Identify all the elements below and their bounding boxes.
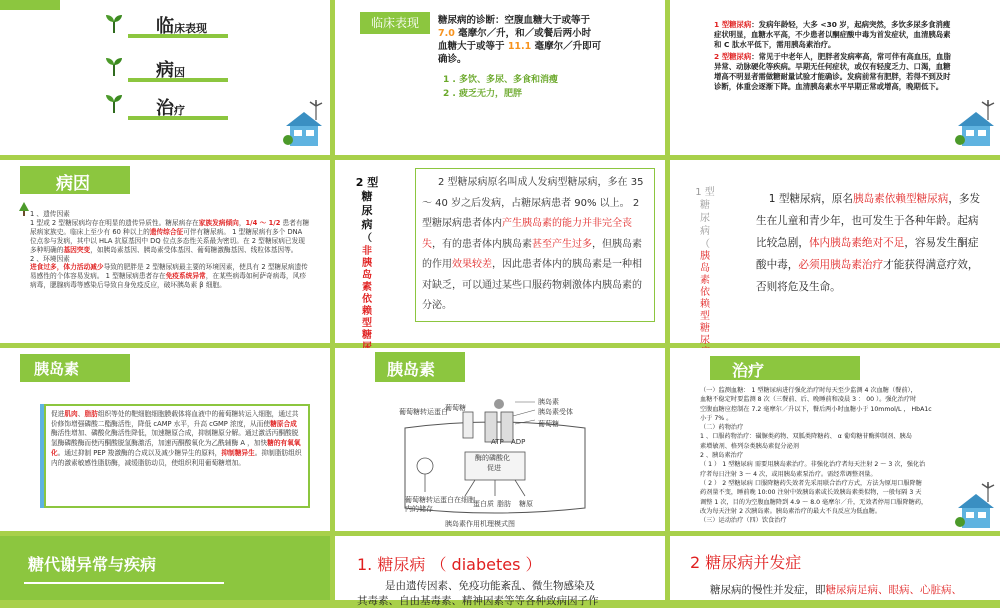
insulin-text-a: 促进 xyxy=(51,410,65,418)
type2-paragraph xyxy=(415,168,655,322)
type2-side-2: 糖 xyxy=(361,190,373,203)
insulin-highlight-oxidation: 糖的有氧氧化 xyxy=(51,439,301,457)
treatment-line: 调整 1 次，目的为空腹血糖降到 4.9 ～ 8.0 毫摩尔／升，无效者停用口服降糖药， xyxy=(700,498,928,506)
type1-paragraph xyxy=(756,188,984,298)
diagnosis-line-2-rest: 毫摩尔／升，和／或餐后两小时 xyxy=(454,28,592,39)
lbl-adp: ADP xyxy=(511,438,526,446)
env-highlight-overeating: 进食过多，体力活动减少 xyxy=(30,263,104,272)
treatment-line: 素增敏剂、格列奈类胰岛素促分泌剂 xyxy=(700,442,799,450)
slide-type2[interactable] xyxy=(335,160,665,343)
types-text xyxy=(714,20,956,92)
type1-text-a: 1 型糖尿病，原名 xyxy=(768,193,853,205)
complications-title: 2 糖尿病并发症 xyxy=(690,553,802,572)
insulin-text-k: 。抑制脂肪组织内的激素敏感性脂肪酶，减缓脂肪动员，使组织利用葡萄糖增加。 xyxy=(51,448,302,467)
toc-item-treatment-big: 治 xyxy=(156,98,174,119)
genetic-text-a: 1 型或 2 型糖尿病均存在明显的遗传异质性。糖尿病存在 xyxy=(30,218,199,227)
genetic-text-g: 可伴有糖尿病。 1 型糖尿病有多个 DNA 位点参与发病，其中以 HLA 抗原基因中 DQ 位点多态性关系最为密切。在 2 型糖尿病已发现多种明确的 xyxy=(30,227,305,254)
env-highlight-immune: 免疫系统异常 xyxy=(165,272,206,281)
lbl-glucose-left: 葡萄糖 xyxy=(445,404,466,412)
slide-treatment[interactable] xyxy=(670,348,1000,531)
slide-types[interactable] xyxy=(670,0,1000,155)
treatment-line: 1 、口服药物治疗：磺脲类药物、双胍类降糖药、 α 葡萄糖苷酶抑制剂、胰岛 xyxy=(700,433,912,441)
treatment-text xyxy=(700,386,990,525)
genetic-paragraph xyxy=(30,219,310,255)
treatment-title: 治疗 xyxy=(732,361,765,380)
type2-side-red: 非胰岛素依赖型糖 xyxy=(362,246,372,341)
type2-text-e: ，但胰岛素的作用 xyxy=(422,238,642,270)
diabetes-line-2: 其毒素、自由基毒素、精神因素等等各种致病因子作 xyxy=(357,595,599,607)
genetic-highlight-ratio: 1/4 ～ 1/2 xyxy=(245,218,281,227)
type1-highlight-dependent: 胰岛素依赖型糖尿病 xyxy=(852,193,949,205)
type1-side-5: （ xyxy=(700,239,710,250)
type1-text-g: 才能获得满意疗效，否则将危及生命。 xyxy=(756,259,979,293)
type1-highlight-deficiency: 体内胰岛素绝对不足 xyxy=(808,237,905,249)
symptom-2: 2 . 疲乏无力，肥胖 xyxy=(443,89,522,99)
type1-side-4: 病 xyxy=(700,226,710,237)
type2-text-a: 2 型糖尿病原名叫成人发病型糖尿病，多在 35 ～ 40 岁之后发病，占糖尿病患者 90% 以上。 2 型糖尿病患者体内 xyxy=(422,177,644,229)
type2-highlight-ability: 产生胰岛素的能力并非完全丧失 xyxy=(422,218,632,250)
genetic-highlight-syndrome: 遗传综合征 xyxy=(149,227,184,236)
treatment-line: （一）监测血糖： 1 型糖尿病进行强化治疗时每天至少监测 4 次血糖（餐前）， xyxy=(700,387,917,394)
genetic-text-i: ，如胰岛素基因、胰岛素受体基因、葡萄糖激酶基因、线粒体基因等。 xyxy=(90,245,298,254)
type1-side-3: 尿 xyxy=(700,213,710,224)
diagnosis-line-3-c: 毫摩尔／升即可 xyxy=(531,41,602,52)
diagnosis-line-3-a: 血糖大于或等于 xyxy=(438,41,508,52)
treatment-line: 空腹血糖应控制在 7.2 毫摩尔／升以下，餐后两小时血糖小于 10mmol/L ， HbA1c xyxy=(700,405,932,413)
treatment-line: （二）药物治疗 xyxy=(700,424,744,432)
type1-highlight-treatment: 必须用胰岛素治疗 xyxy=(798,259,884,271)
lbl-glucose-top: 葡萄糖 xyxy=(538,420,559,428)
diagnosis-line-3 xyxy=(438,40,653,53)
plant-icon xyxy=(103,92,125,114)
toc-item-clinical-big: 临 xyxy=(156,16,174,37)
type2-paragraph xyxy=(714,52,956,92)
etiology-title: 病因 xyxy=(56,174,90,194)
toc-item-treatment[interactable] xyxy=(156,94,185,120)
type2-text-g: ，因此患者体内的胰岛素是一种相对缺乏，可以通过某些口服药物刺激体内胰岛素的分泌。 xyxy=(422,259,642,311)
complications-line xyxy=(710,582,962,597)
treatment-line: 血糖不稳定时要监测 8 次（三餐前、后、晚睡前和凌晨 3 ： 00 ）。强化治疗时 xyxy=(700,396,917,404)
environment-heading: 2 、环境因素 xyxy=(30,254,70,263)
type1-side-red: 胰岛素依赖型糖尿 xyxy=(700,251,710,346)
type1-text-c: ，多发生在儿童和青少年，也可发生于各种年龄。起病比较急剧， xyxy=(756,193,981,249)
diabetes-title-a: 1. 糖尿病 （ xyxy=(357,555,447,574)
complications-highlight: 糖尿病足病、眼病、心脏病、 xyxy=(825,584,962,596)
insulin-highlight-muscle: 肌肉 xyxy=(64,410,78,418)
toc-item-clinical-small: 床表现 xyxy=(174,22,207,35)
type1-side-title xyxy=(690,186,720,372)
env-text-d: ，在某些病毒如柯萨奇病毒，风疹病毒，腮腺病毒等感染后导致自身免疫反应，破坏胰岛素 β 细胞。 xyxy=(30,272,307,290)
slide-toc[interactable] xyxy=(0,0,330,155)
eco-house-icon xyxy=(954,482,998,530)
type2-desc: ：常见于中老年人，肥胖者发病率高，常可伴有高血压，血脂异常、动脉硬化等疾病。早期无任何症状，或仅有轻度乏力、口渴，血糖增高不明显者需做糖耐量试验才能确诊。发病前常有肥胖，若得不到及时诊断，体重会逐渐下降。血清胰岛素水平早期正常或增高，晚期低下。 xyxy=(714,52,951,91)
treatment-line: 2 、胰岛素治疗 xyxy=(700,452,744,460)
treatment-line: 药剂量不变，睡前晚 10:00 注射中效胰岛素或长效胰岛素类似物，一般每隔 3 天 xyxy=(700,489,922,497)
metabolism-title: 糖代谢异常与疾病 xyxy=(28,555,157,574)
genetic-highlight-mutation: 基因突变 xyxy=(63,245,91,254)
insulin-highlight-fat: 脂肪 xyxy=(84,410,98,418)
toc-item-cause[interactable] xyxy=(156,56,185,82)
symptom-1: 1 . 多饮、多尿、多食和消瘦 xyxy=(443,75,558,85)
treatment-lines xyxy=(700,386,990,525)
diabetes-title xyxy=(357,552,542,575)
lbl-protein: 蛋白质 xyxy=(473,500,494,508)
treatment-line: 疗者每日注射 3 ～ 4 次，或用胰岛素泵治疗。需经常调整剂量。 xyxy=(700,470,877,478)
type2-side-5: （ xyxy=(362,233,372,244)
insulin-title: 胰岛素 xyxy=(34,360,80,378)
clinical-band: 临床表现 xyxy=(360,12,430,34)
complications-text-a: 糖尿病的慢性并发症，即 xyxy=(710,584,826,596)
diagnosis-line-4: 确诊。 xyxy=(438,54,467,65)
diagnosis-line-1: 糖尿病的诊断：空腹血糖大于或等于 xyxy=(438,15,591,26)
genetic-text-e: 患者有糖尿病家族史。临床上至少有 60 种以上的 xyxy=(30,218,310,236)
title-band xyxy=(0,0,60,10)
slide-etiology[interactable] xyxy=(0,160,330,343)
lbl-fat: 脂肪 xyxy=(497,500,511,508)
type2-side-3: 尿 xyxy=(361,204,373,217)
insulin-box xyxy=(44,404,310,508)
diabetes-title-b: diabetes xyxy=(451,555,521,574)
lbl-phosphorylation: 酶的磷酸化 xyxy=(475,454,510,462)
genetic-highlight-family: 家族发病倾向 xyxy=(198,218,239,227)
type1-label: 1 型糖尿病 xyxy=(714,20,752,29)
toc-item-cause-small: 因 xyxy=(174,66,185,79)
etiology-text xyxy=(30,210,310,290)
slide-insulin-mechanism[interactable] xyxy=(335,348,665,531)
insulin-text-e: 组织等处的靶细胞细胞膜载体将血液中的葡萄糖转运入细胞，通过共价修饰增强磷酸二酯酶活性，降低 cAMP 水平，升高 cGMP 浓度，从而使 xyxy=(51,410,299,428)
lbl-receptor: 胰岛素受体 xyxy=(538,408,573,416)
lbl-storage: 葡萄糖转运蛋白在细胞内的储存 xyxy=(405,496,475,513)
genetic-text-c: ， xyxy=(238,218,246,227)
env-text-b: 导致的肥胖是 2 型糖尿病最主要的环境因素，使具有 2 型糖尿病遗传易感性的个体容易发病。 1 型糖尿病患者存在 xyxy=(30,263,308,281)
type2-highlight-excess: 甚至产生过多 xyxy=(532,238,592,250)
toc-item-cause-big: 病 xyxy=(156,60,174,81)
insulin-text-c: 、 xyxy=(77,410,85,418)
insulin-highlight-glycogen: 糖原合成 xyxy=(270,419,297,428)
treatment-line: （ 1 ） 1 型糖尿病 需要用胰岛素治疗。非强化治疗者每天注射 2 ～ 3 次，强化治 xyxy=(700,461,926,469)
lbl-atp: ATP xyxy=(491,438,504,446)
type1-side-1: 1 型 xyxy=(695,187,715,198)
insulin-text-g: 酶活性增加、磷酸化酶活性降低，加速糖原合成，抑制糖原分解。通过激活丙酮酸脱氢酶磷酸酶而使丙酮酸脱氢酶激活，加速丙酮酸氧化为乙酰辅酶 A ，加快 xyxy=(51,429,299,448)
plant-icon xyxy=(103,55,125,77)
genetic-heading: 1 、遗传因素 xyxy=(30,210,70,218)
type1-side-2: 糖 xyxy=(700,200,710,211)
toc-item-clinical[interactable] xyxy=(156,12,207,38)
lbl-promote: 促进 xyxy=(487,464,501,472)
lbl-insulin: 胰岛素 xyxy=(538,398,559,406)
lbl-glycogen: 糖原 xyxy=(519,500,533,508)
type1-paragraph xyxy=(714,20,956,50)
fasting-value: 7.0 xyxy=(438,28,455,39)
environment-paragraph xyxy=(30,263,310,290)
type2-text-c: ，有的患者体内胰岛素 xyxy=(432,238,532,250)
slide-insulin-action[interactable] xyxy=(0,348,330,531)
diagnosis-line-2 xyxy=(438,27,653,40)
diabetes-line-1: 是由遗传因素、免疫功能紊乱、微生物感染及 xyxy=(385,580,595,592)
tree-icon xyxy=(18,202,30,216)
slide-type1[interactable] xyxy=(670,160,1000,346)
type1-desc: ：发病年龄轻，大多 <30 岁，起病突然，多饮多尿多食消瘦症状明显，血糖水平高，不少患者以酮症酸中毒为首发症状，血清胰岛素和 C 肽水平低下，需用胰岛素治疗。 xyxy=(714,20,951,49)
type2-side-1: 2 型 xyxy=(355,176,379,189)
diabetes-title-c: ） xyxy=(525,555,542,574)
toc-item-treatment-small: 疗 xyxy=(174,104,185,117)
eco-house-icon xyxy=(282,100,326,148)
slide-clinical[interactable] xyxy=(335,0,665,155)
diagram-caption: 胰岛素作用机理模式图 xyxy=(445,520,515,528)
type2-highlight-effect: 效果较差 xyxy=(452,259,492,270)
slide-metabolism[interactable] xyxy=(0,536,330,600)
mechanism-title: 胰岛素 xyxy=(387,360,436,379)
postprandial-value: 11.1 xyxy=(507,41,532,52)
lbl-transporter: 葡萄糖转运蛋白 xyxy=(399,408,448,416)
insulin-highlight-gluconeogenesis: 抑制糖异生 xyxy=(221,448,255,457)
slide-complications[interactable] xyxy=(670,536,1000,600)
treatment-line: 小于 7% 。 xyxy=(700,414,733,422)
diagnosis-text xyxy=(438,14,653,66)
type2-side-4: 病 xyxy=(361,218,373,231)
plant-icon xyxy=(103,12,125,34)
type2-label: 2 型糖尿病 xyxy=(714,52,752,61)
treatment-line: （三）运动治疗（四）饮食治疗 xyxy=(700,517,787,525)
treatment-line: 改为每天注射 2 次胰岛素。胰岛素治疗的最大不良反应为低血糖。 xyxy=(700,507,882,515)
type1-text-e: ，容易发生酮症酸中毒， xyxy=(756,237,979,271)
metabolism-line xyxy=(24,582,224,584)
eco-house-icon xyxy=(954,100,998,148)
insulin-text-i: 。通过抑制 PEP 羧激酶的合成以及减少糖异生的原料， xyxy=(57,448,222,457)
slide-diabetes[interactable] xyxy=(335,536,665,607)
treatment-line: （ 2 ） 2 型糖尿病 口服降糖药失效者先采用联合治疗方式，方法为原用口服降糖 xyxy=(700,479,922,487)
